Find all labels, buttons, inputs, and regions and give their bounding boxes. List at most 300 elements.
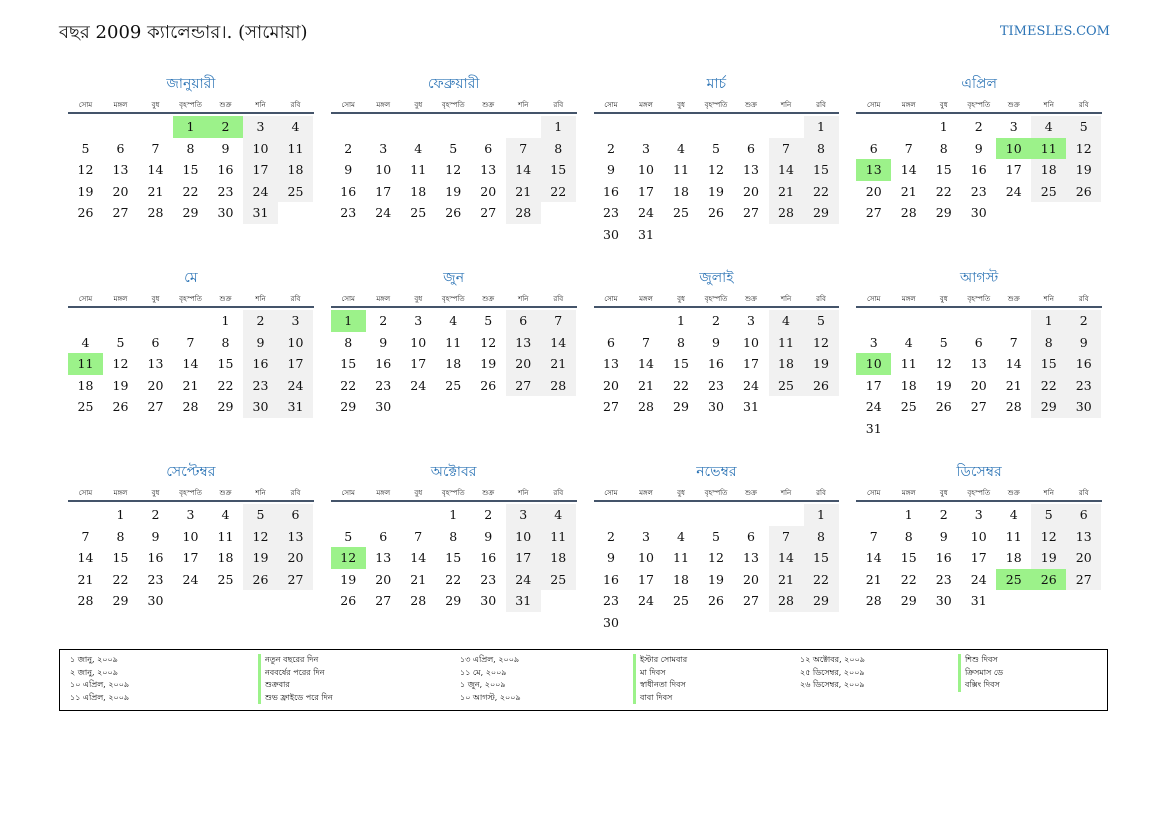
day-cell[interactable]: 8 [939,140,948,156]
day-cell[interactable]: 23 [603,593,619,608]
day-cell[interactable]: 23 [603,205,619,220]
day-cell[interactable]: 21 [900,183,917,199]
day-cell[interactable]: 9 [1066,332,1101,354]
day-cell[interactable]: 25 [217,571,234,587]
day-cell[interactable]: 2 [607,528,615,544]
day-cell[interactable]: 16 [375,356,392,371]
day-cell[interactable]: 8 [677,334,685,350]
day-cell[interactable]: 28 [900,205,917,220]
day-cell[interactable]: 17 [1005,162,1022,177]
day-cell[interactable]: 9 [221,140,230,156]
day-cell[interactable]: 5 [804,310,839,332]
day-cell[interactable]: 7 [869,528,878,544]
day-cell[interactable]: 12 [1066,138,1101,160]
day-cell[interactable]: 9 [607,162,615,177]
day-cell[interactable]: 21 [865,571,882,587]
day-cell[interactable]: 10 [278,332,313,354]
day-cell[interactable]: 7 [769,138,804,160]
day-cell[interactable]: 30 [708,399,724,414]
day-cell[interactable]: 16 [217,162,234,177]
day-cell[interactable]: 6 [869,140,878,156]
day-cell[interactable]: 26 [480,377,497,393]
day-cell[interactable]: 19 [112,377,129,393]
day-cell[interactable]: 7 [642,334,650,350]
day-cell[interactable]: 17 [278,353,313,375]
day-cell[interactable]: 4 [414,140,423,156]
day-cell[interactable]: 12 [243,526,278,548]
day-cell[interactable]: 15 [445,550,462,565]
day-cell[interactable]: 11 [673,162,689,177]
day-cell[interactable]: 28 [769,202,804,224]
day-cell[interactable]: 22 [112,571,129,587]
day-cell[interactable]: 6 [379,528,388,544]
holiday-day-cell[interactable]: 10 [996,138,1031,160]
day-cell[interactable]: 2 [379,313,388,328]
day-cell[interactable]: 14 [1005,356,1022,371]
day-cell[interactable]: 24 [278,375,313,397]
day-cell[interactable]: 23 [217,183,234,199]
day-cell[interactable]: 13 [278,526,313,548]
day-cell[interactable]: 17 [243,159,278,181]
day-cell[interactable]: 10 [638,162,654,177]
day-cell[interactable]: 21 [769,181,804,203]
day-cell[interactable]: 13 [743,162,759,177]
day-cell[interactable]: 11 [278,138,313,160]
day-cell[interactable]: 9 [344,162,353,177]
day-cell[interactable]: 12 [935,356,952,371]
day-cell[interactable]: 7 [541,310,576,332]
day-cell[interactable]: 29 [182,205,199,220]
day-cell[interactable]: 18 [410,183,427,199]
day-cell[interactable]: 12 [445,162,462,177]
day-cell[interactable]: 5 [1031,504,1066,526]
day-cell[interactable]: 12 [708,550,724,565]
day-cell[interactable]: 13 [480,162,497,177]
day-cell[interactable]: 5 [939,334,948,350]
day-cell[interactable]: 13 [743,550,759,565]
day-cell[interactable]: 5 [116,334,125,350]
day-cell[interactable]: 26 [77,205,94,220]
day-cell[interactable]: 17 [970,550,987,565]
day-cell[interactable]: 30 [375,399,392,414]
day-cell[interactable]: 22 [217,377,234,393]
day-cell[interactable]: 10 [375,162,392,177]
day-cell[interactable]: 8 [344,334,353,350]
day-cell[interactable]: 12 [480,334,497,350]
day-cell[interactable]: 11 [673,550,689,565]
day-cell[interactable]: 4 [541,504,576,526]
day-cell[interactable]: 15 [112,550,129,565]
day-cell[interactable]: 18 [1005,550,1022,565]
day-cell[interactable]: 14 [541,332,576,354]
day-cell[interactable]: 5 [712,528,720,544]
day-cell[interactable]: 8 [904,528,913,544]
day-cell[interactable]: 31 [243,202,278,224]
day-cell[interactable]: 5 [712,140,720,156]
day-cell[interactable]: 30 [147,593,164,608]
day-cell[interactable]: 8 [186,140,195,156]
day-cell[interactable]: 19 [445,183,462,199]
day-cell[interactable]: 7 [151,140,160,156]
day-cell[interactable]: 8 [804,526,839,548]
day-cell[interactable]: 22 [673,377,689,393]
day-cell[interactable]: 15 [900,550,917,565]
day-cell[interactable]: 30 [603,226,619,242]
day-cell[interactable]: 25 [278,181,313,203]
day-cell[interactable]: 12 [112,356,129,371]
day-cell[interactable]: 16 [1066,353,1101,375]
day-cell[interactable]: 6 [484,140,493,156]
holiday-day-cell[interactable]: 12 [331,547,366,569]
day-cell[interactable]: 17 [375,183,392,199]
day-cell[interactable]: 16 [935,550,952,565]
day-cell[interactable]: 2 [939,507,948,522]
day-cell[interactable]: 21 [1005,377,1022,393]
day-cell[interactable]: 17 [865,377,882,393]
day-cell[interactable]: 3 [747,313,755,328]
day-cell[interactable]: 19 [1066,159,1101,181]
day-cell[interactable]: 14 [769,159,804,181]
day-cell[interactable]: 29 [1031,396,1066,418]
day-cell[interactable]: 22 [804,569,839,591]
day-cell[interactable]: 25 [77,399,94,414]
day-cell[interactable]: 1 [904,507,913,522]
day-cell[interactable]: 19 [804,353,839,375]
day-cell[interactable]: 27 [278,569,313,591]
day-cell[interactable]: 9 [379,334,388,350]
day-cell[interactable]: 28 [865,593,882,608]
day-cell[interactable]: 27 [506,375,541,397]
day-cell[interactable]: 28 [1005,399,1022,414]
day-cell[interactable]: 24 [410,377,427,393]
day-cell[interactable]: 30 [1066,396,1101,418]
holiday-day-cell[interactable]: 2 [208,116,243,138]
day-cell[interactable]: 20 [112,183,129,199]
day-cell[interactable]: 23 [708,377,724,393]
holiday-day-cell[interactable]: 11 [1031,138,1066,160]
day-cell[interactable]: 4 [278,116,313,138]
day-cell[interactable]: 12 [1031,526,1066,548]
day-cell[interactable]: 11 [769,332,804,354]
day-cell[interactable]: 27 [970,399,987,414]
day-cell[interactable]: 28 [147,205,164,220]
day-cell[interactable]: 3 [278,310,313,332]
day-cell[interactable]: 9 [712,334,720,350]
day-cell[interactable]: 23 [375,377,392,393]
day-cell[interactable]: 15 [182,162,199,177]
day-cell[interactable]: 2 [607,140,615,156]
day-cell[interactable]: 8 [449,528,458,544]
day-cell[interactable]: 12 [77,162,94,177]
day-cell[interactable]: 28 [638,399,654,414]
day-cell[interactable]: 31 [638,226,654,242]
day-cell[interactable]: 27 [603,399,619,414]
day-cell[interactable]: 2 [243,310,278,332]
day-cell[interactable]: 24 [638,593,654,608]
day-cell[interactable]: 14 [77,550,94,565]
day-cell[interactable]: 26 [708,205,724,220]
day-cell[interactable]: 20 [506,353,541,375]
day-cell[interactable]: 1 [939,119,948,134]
day-cell[interactable]: 21 [77,571,94,587]
day-cell[interactable]: 10 [243,138,278,160]
day-cell[interactable]: 6 [747,528,755,544]
day-cell[interactable]: 22 [340,377,357,393]
day-cell[interactable]: 14 [865,550,882,565]
day-cell[interactable]: 4 [81,334,90,350]
day-cell[interactable]: 19 [480,356,497,371]
holiday-day-cell[interactable]: 1 [173,116,208,138]
day-cell[interactable]: 27 [147,399,164,414]
day-cell[interactable]: 5 [449,140,458,156]
day-cell[interactable]: 30 [217,205,234,220]
day-cell[interactable]: 9 [939,528,948,544]
day-cell[interactable]: 29 [935,205,952,220]
day-cell[interactable]: 12 [804,332,839,354]
day-cell[interactable]: 24 [638,205,654,220]
day-cell[interactable]: 14 [900,162,917,177]
day-cell[interactable]: 18 [1031,159,1066,181]
day-cell[interactable]: 14 [769,547,804,569]
day-cell[interactable]: 3 [414,313,423,328]
day-cell[interactable]: 21 [506,181,541,203]
day-cell[interactable]: 5 [1066,116,1101,138]
day-cell[interactable]: 7 [414,528,423,544]
day-cell[interactable]: 18 [673,183,689,199]
day-cell[interactable]: 22 [541,181,576,203]
day-cell[interactable]: 20 [865,183,882,199]
day-cell[interactable]: 24 [182,571,199,587]
day-cell[interactable]: 8 [804,138,839,160]
day-cell[interactable]: 2 [344,140,353,156]
day-cell[interactable]: 16 [603,183,619,199]
day-cell[interactable]: 15 [804,547,839,569]
day-cell[interactable]: 1 [221,313,230,328]
day-cell[interactable]: 16 [708,356,724,371]
day-cell[interactable]: 29 [340,399,357,414]
day-cell[interactable]: 21 [182,377,199,393]
day-cell[interactable]: 24 [243,181,278,203]
day-cell[interactable]: 13 [506,332,541,354]
day-cell[interactable]: 3 [642,140,650,156]
day-cell[interactable]: 22 [445,571,462,587]
day-cell[interactable]: 19 [1031,547,1066,569]
day-cell[interactable]: 3 [974,507,983,522]
day-cell[interactable]: 22 [804,181,839,203]
holiday-day-cell[interactable]: 26 [1031,569,1066,591]
day-cell[interactable]: 28 [410,593,427,608]
day-cell[interactable]: 29 [217,399,234,414]
day-cell[interactable]: 26 [243,569,278,591]
holiday-day-cell[interactable]: 1 [331,310,366,332]
day-cell[interactable]: 17 [638,183,654,199]
day-cell[interactable]: 27 [375,593,392,608]
day-cell[interactable]: 4 [677,140,685,156]
day-cell[interactable]: 10 [182,528,199,544]
day-cell[interactable]: 6 [747,140,755,156]
day-cell[interactable]: 23 [147,571,164,587]
day-cell[interactable]: 18 [673,571,689,587]
day-cell[interactable]: 27 [743,205,759,220]
day-cell[interactable]: 7 [1009,334,1018,350]
day-cell[interactable]: 31 [865,420,882,436]
day-cell[interactable]: 20 [147,377,164,393]
day-cell[interactable]: 6 [607,334,615,350]
day-cell[interactable]: 27 [480,205,497,220]
day-cell[interactable]: 23 [340,205,357,220]
day-cell[interactable]: 18 [278,159,313,181]
day-cell[interactable]: 11 [900,356,917,371]
day-cell[interactable]: 1 [804,504,839,526]
day-cell[interactable]: 5 [81,140,90,156]
day-cell[interactable]: 15 [217,356,234,371]
day-cell[interactable]: 4 [221,507,230,522]
day-cell[interactable]: 18 [217,550,234,565]
day-cell[interactable]: 13 [112,162,129,177]
day-cell[interactable]: 23 [970,183,987,199]
day-cell[interactable]: 17 [506,547,541,569]
day-cell[interactable]: 16 [243,353,278,375]
day-cell[interactable]: 21 [541,353,576,375]
day-cell[interactable]: 18 [541,547,576,569]
day-cell[interactable]: 13 [147,356,164,371]
day-cell[interactable]: 20 [1066,547,1101,569]
day-cell[interactable]: 14 [506,159,541,181]
day-cell[interactable]: 11 [445,334,462,350]
day-cell[interactable]: 10 [506,526,541,548]
day-cell[interactable]: 26 [804,375,839,397]
day-cell[interactable]: 19 [708,183,724,199]
day-cell[interactable]: 18 [77,377,94,393]
day-cell[interactable]: 14 [182,356,199,371]
day-cell[interactable]: 22 [1031,375,1066,397]
day-cell[interactable]: 3 [186,507,195,522]
day-cell[interactable]: 4 [449,313,458,328]
day-cell[interactable]: 24 [375,205,392,220]
day-cell[interactable]: 1 [804,116,839,138]
day-cell[interactable]: 5 [243,504,278,526]
day-cell[interactable]: 26 [445,205,462,220]
holiday-day-cell[interactable]: 11 [68,353,103,375]
day-cell[interactable]: 24 [865,399,882,414]
day-cell[interactable]: 6 [974,334,983,350]
day-cell[interactable]: 28 [541,375,576,397]
day-cell[interactable]: 4 [1009,507,1018,522]
day-cell[interactable]: 28 [77,593,94,608]
day-cell[interactable]: 9 [484,528,493,544]
day-cell[interactable]: 27 [865,205,882,220]
day-cell[interactable]: 29 [900,593,917,608]
day-cell[interactable]: 22 [182,183,199,199]
day-cell[interactable]: 14 [638,356,654,371]
day-cell[interactable]: 28 [182,399,199,414]
day-cell[interactable]: 25 [673,593,689,608]
day-cell[interactable]: 3 [243,116,278,138]
day-cell[interactable]: 5 [344,528,353,544]
holiday-day-cell[interactable]: 13 [856,159,891,181]
day-cell[interactable]: 20 [278,547,313,569]
day-cell[interactable]: 31 [970,593,987,608]
day-cell[interactable]: 25 [541,569,576,591]
day-cell[interactable]: 24 [743,377,759,393]
day-cell[interactable]: 25 [769,375,804,397]
day-cell[interactable]: 10 [638,550,654,565]
day-cell[interactable]: 30 [480,593,497,608]
day-cell[interactable]: 13 [375,550,392,565]
day-cell[interactable]: 16 [340,183,357,199]
day-cell[interactable]: 14 [147,162,164,177]
day-cell[interactable]: 9 [151,528,160,544]
day-cell[interactable]: 9 [607,550,615,565]
day-cell[interactable]: 26 [340,593,357,608]
day-cell[interactable]: 29 [804,590,839,612]
day-cell[interactable]: 16 [970,162,987,177]
day-cell[interactable]: 19 [935,377,952,393]
day-cell[interactable]: 23 [243,375,278,397]
day-cell[interactable]: 13 [1066,526,1101,548]
day-cell[interactable]: 19 [708,571,724,587]
day-cell[interactable]: 27 [743,593,759,608]
day-cell[interactable]: 2 [484,507,493,522]
day-cell[interactable]: 21 [638,377,654,393]
day-cell[interactable]: 20 [743,183,759,199]
day-cell[interactable]: 18 [900,377,917,393]
day-cell[interactable]: 19 [77,183,94,199]
day-cell[interactable]: 26 [112,399,129,414]
day-cell[interactable]: 18 [445,356,462,371]
day-cell[interactable]: 6 [506,310,541,332]
day-cell[interactable]: 15 [935,162,952,177]
day-cell[interactable]: 3 [642,528,650,544]
day-cell[interactable]: 17 [638,571,654,587]
site-link[interactable]: TIMESLES.COM [999,24,1110,39]
day-cell[interactable]: 25 [1031,181,1066,203]
day-cell[interactable]: 4 [1031,116,1066,138]
day-cell[interactable]: 18 [769,353,804,375]
day-cell[interactable]: 25 [410,205,427,220]
day-cell[interactable]: 25 [900,399,917,414]
day-cell[interactable]: 21 [147,183,164,199]
day-cell[interactable]: 4 [769,310,804,332]
day-cell[interactable]: 25 [445,377,462,393]
day-cell[interactable]: 29 [804,202,839,224]
day-cell[interactable]: 2 [974,119,983,134]
day-cell[interactable]: 30 [935,593,952,608]
day-cell[interactable]: 14 [410,550,427,565]
day-cell[interactable]: 1 [449,507,458,522]
day-cell[interactable]: 15 [1031,353,1066,375]
day-cell[interactable]: 20 [603,377,619,393]
day-cell[interactable]: 24 [1005,183,1022,199]
day-cell[interactable]: 16 [147,550,164,565]
day-cell[interactable]: 28 [506,202,541,224]
day-cell[interactable]: 16 [603,571,619,587]
day-cell[interactable]: 3 [379,140,388,156]
day-cell[interactable]: 4 [904,334,913,350]
day-cell[interactable]: 1 [116,507,125,522]
day-cell[interactable]: 17 [743,356,759,371]
day-cell[interactable]: 19 [243,547,278,569]
day-cell[interactable]: 29 [673,399,689,414]
day-cell[interactable]: 31 [278,396,313,418]
day-cell[interactable]: 17 [410,356,427,371]
day-cell[interactable]: 22 [935,183,952,199]
day-cell[interactable]: 27 [112,205,129,220]
day-cell[interactable]: 3 [869,334,878,350]
day-cell[interactable]: 21 [769,569,804,591]
day-cell[interactable]: 15 [541,159,576,181]
day-cell[interactable]: 2 [1066,310,1101,332]
